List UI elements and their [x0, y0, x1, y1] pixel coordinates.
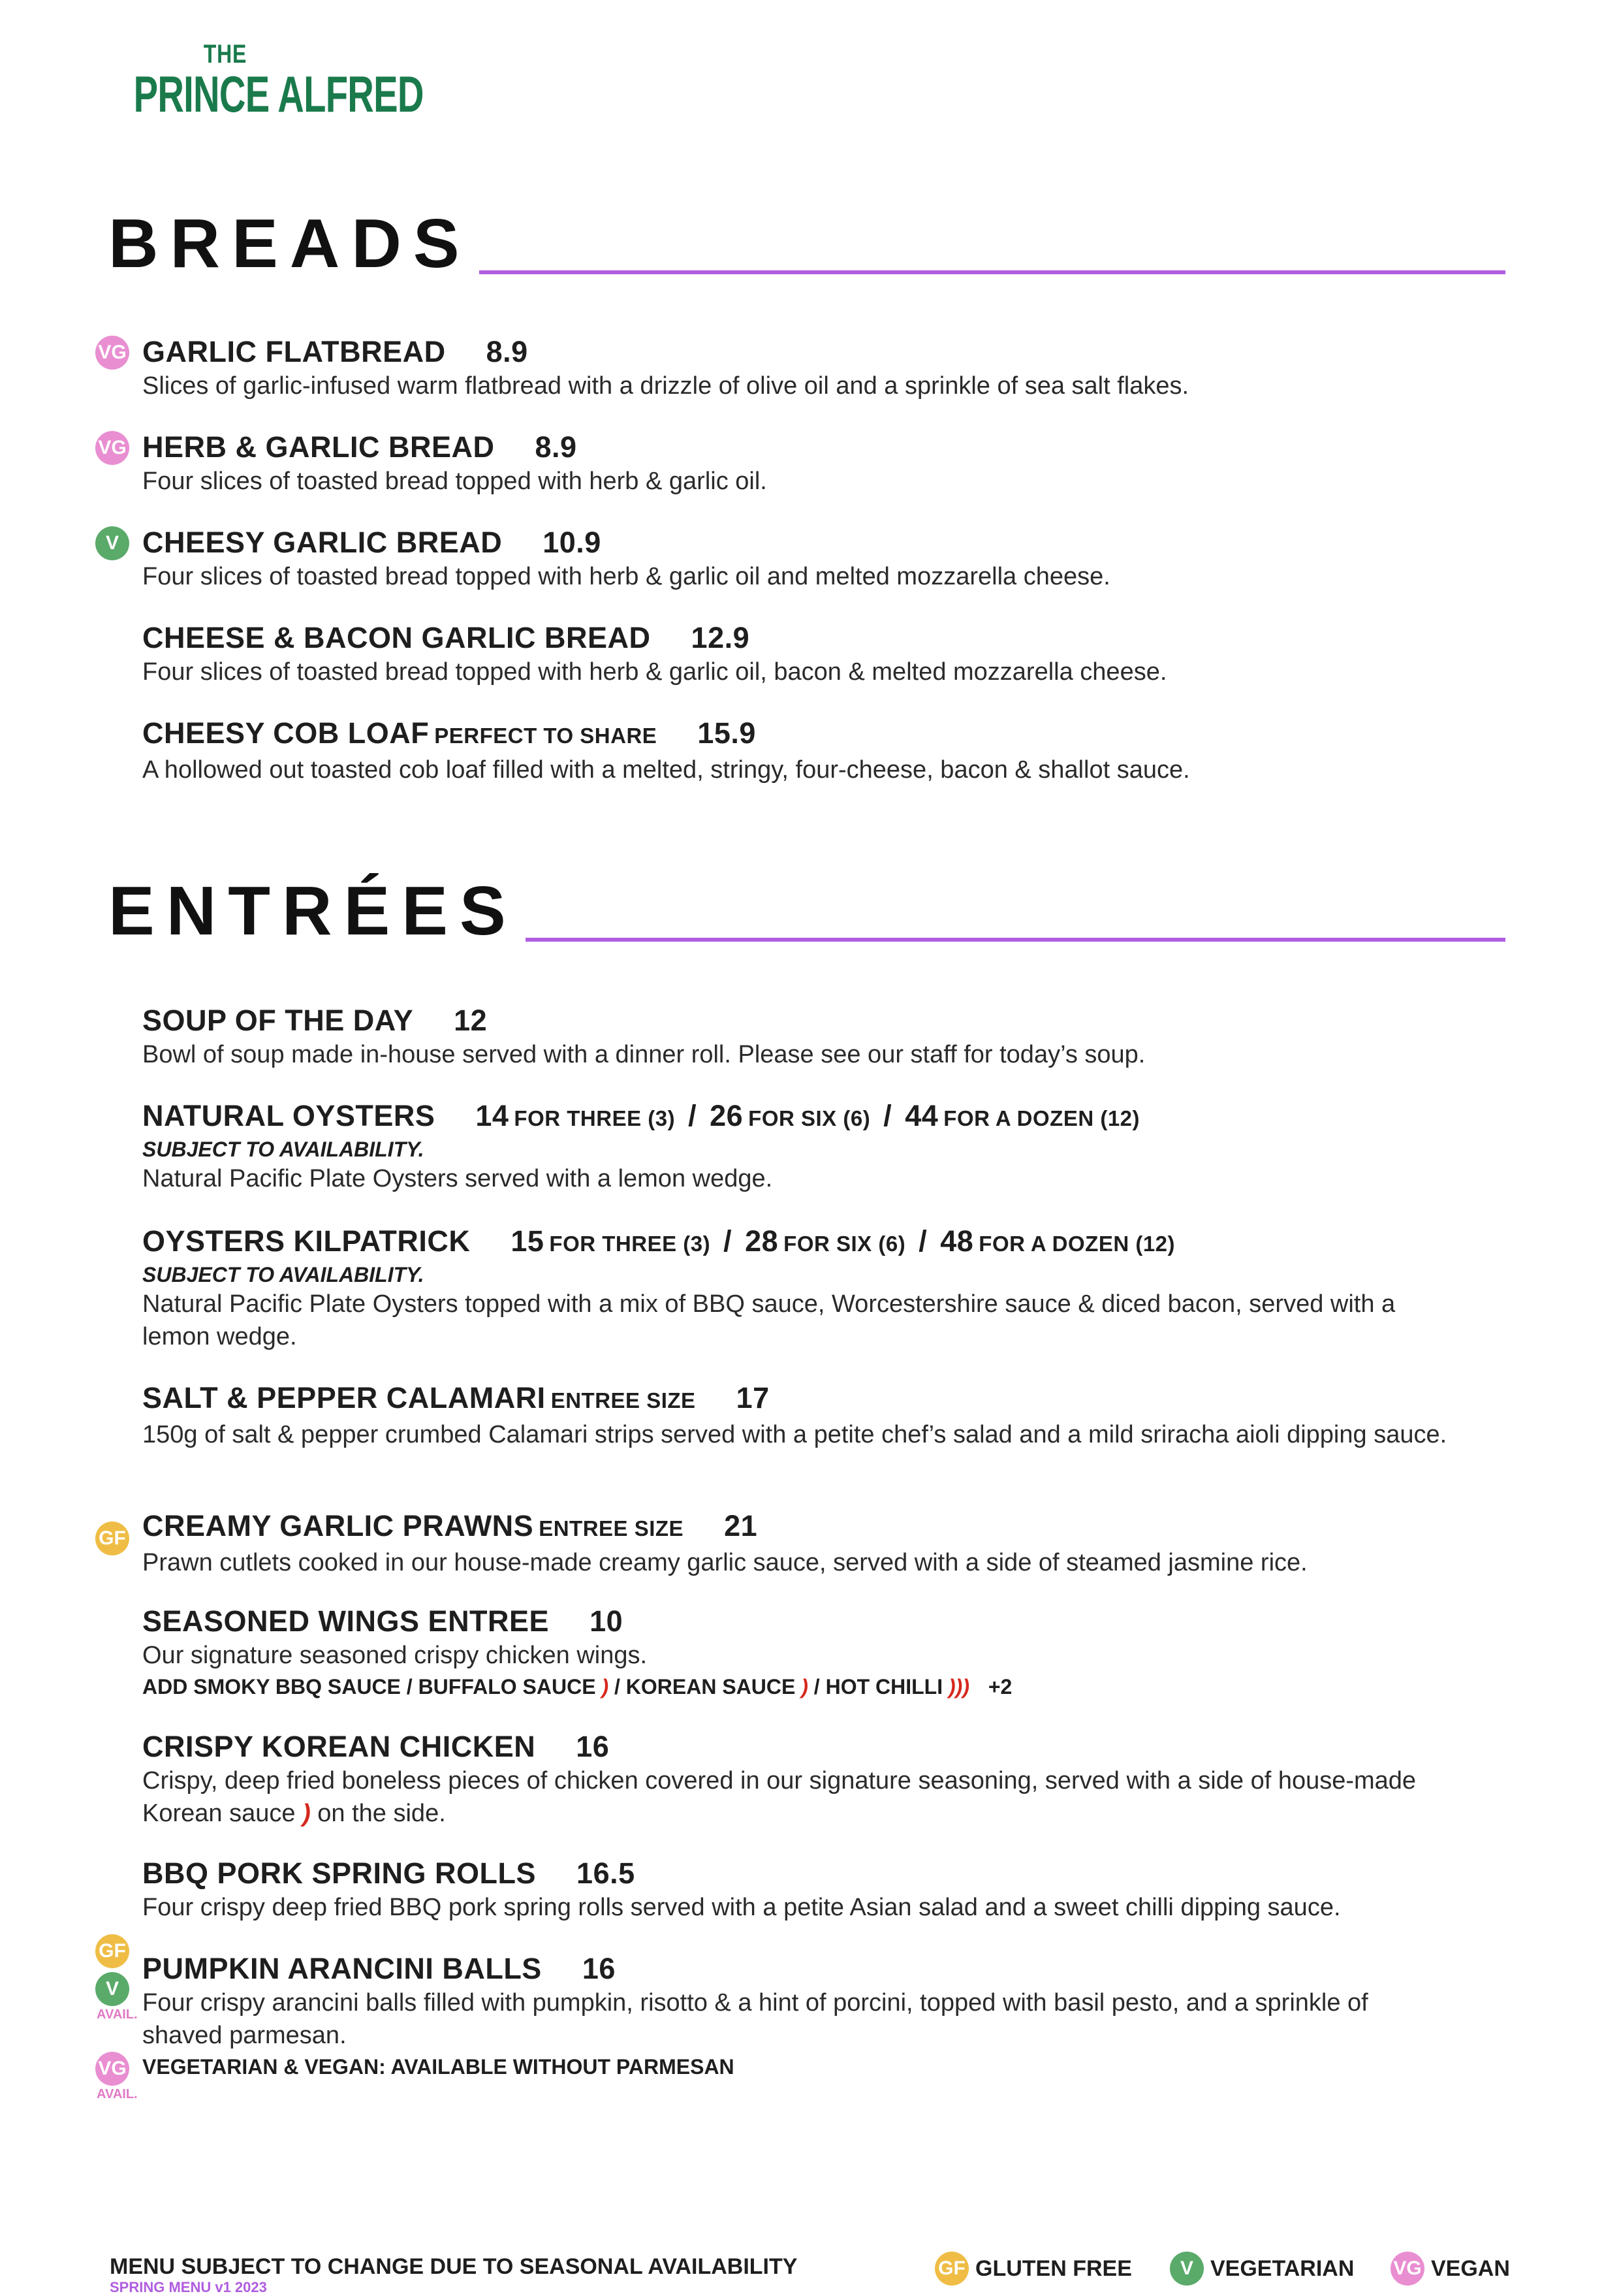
item-price-option: FOR A DOZEN (12) [979, 1232, 1176, 1256]
item-price-option: FOR THREE (3) [514, 1106, 676, 1130]
section-divider [479, 270, 1505, 274]
section-title-breads: BREADS [108, 205, 471, 282]
item-description: Bowl of soup made in-house served with a dinner roll. Please see our staff for today’s soup. [142, 1041, 1146, 1068]
item-price: 44 [905, 1099, 939, 1132]
price-separator: / [688, 1099, 697, 1132]
vegan-icon: VG [1391, 2252, 1424, 2286]
item-description: Four slices of toasted bread topped with herb & garlic oil, bacon & melted mozzarella cheese. [142, 658, 1167, 686]
availability-note: SUBJECT TO AVAILABILITY. [142, 1138, 424, 1161]
item-description: Four slices of toasted bread topped with herb & garlic oil and melted mozzarella cheese. [142, 563, 1110, 590]
item-tag: PERFECT TO SHARE [434, 724, 657, 748]
item-price: 16 [576, 1730, 610, 1763]
addon-price: +2 [988, 1675, 1013, 1698]
item-name: CREAMY GARLIC PRAWNS [142, 1509, 534, 1542]
menu-item [142, 1856, 1513, 1924]
item-price: 12 [454, 1004, 488, 1037]
item-price: 16.5 [576, 1857, 635, 1890]
item-name: SOUP OF THE DAY [142, 1004, 414, 1037]
item-price-option: FOR SIX (6) [748, 1106, 871, 1130]
legend-label: VEGAN [1431, 2256, 1510, 2281]
addon-text: / HOT CHILLI [813, 1675, 943, 1698]
legend-vegetarian [1170, 2252, 1354, 2286]
item-price: 15.9 [697, 716, 756, 750]
price-separator: / [723, 1224, 732, 1258]
item-tag: ENTREE SIZE [550, 1388, 696, 1412]
brand-logo-name: PRINCE ALFRED [133, 65, 424, 123]
menu-item [142, 1508, 1513, 1579]
availability-note: SUBJECT TO AVAILABILITY. [142, 1263, 424, 1286]
item-price: 16 [582, 1952, 616, 1985]
item-price: 8.9 [486, 335, 528, 368]
legend-vegan [1391, 2252, 1510, 2286]
vegetarian-icon: V [95, 526, 129, 560]
vegan-icon: VG [95, 336, 129, 370]
section-title-entrees: ENTRÉES [108, 872, 518, 949]
menu-item [142, 1729, 1513, 1830]
chili-icon: ))) [949, 1675, 969, 1698]
item-tag: ENTREE SIZE [539, 1516, 684, 1540]
item-addon [142, 1672, 1513, 1702]
menu-item [142, 620, 1513, 688]
vegan-icon: VG [95, 2052, 129, 2086]
menu-item [142, 716, 1513, 786]
item-description-text: on the side. [317, 1800, 446, 1827]
item-price-option: FOR THREE (3) [549, 1232, 711, 1256]
item-price: 10.9 [542, 526, 601, 559]
menu-item [142, 334, 1513, 402]
item-price-option: FOR SIX (6) [783, 1232, 906, 1256]
menu-item [142, 1951, 1513, 2082]
vegetarian-icon: V [1170, 2252, 1204, 2286]
item-description: Four crispy arancini balls filled with pumpkin, risotto & a hint of porcini, topped with basil pesto, and a sprinkle of shaved parmesan. [142, 1989, 1368, 2049]
item-price: 8.9 [535, 430, 577, 464]
item-description: Prawn cutlets cooked in our house-made creamy garlic sauce, served with a side of steamed jasmine rice. [142, 1549, 1308, 1576]
legend-label: VEGETARIAN [1210, 2256, 1355, 2281]
available-label: AVAIL. [97, 2007, 138, 2022]
menu-item [142, 430, 1513, 498]
gluten-free-icon: GF [95, 1934, 129, 1968]
item-price: 12.9 [691, 621, 750, 654]
footer-note: MENU SUBJECT TO CHANGE DUE TO SEASONAL AVAILABILITY [110, 2254, 798, 2279]
brand-logo [98, 40, 424, 123]
item-name: OYSTERS KILPATRICK [142, 1224, 471, 1258]
item-name: CHEESY GARLIC BREAD [142, 526, 503, 559]
item-description: Four crispy deep fried BBQ pork spring rolls served with a petite Asian salad and a sweet chilli dipping sauce. [142, 1894, 1341, 1921]
item-price: 28 [745, 1224, 779, 1258]
item-price: 48 [940, 1224, 974, 1258]
item-name: CHEESY COB LOAF [142, 716, 430, 750]
chili-icon: ) [601, 1675, 609, 1698]
item-price: 15 [511, 1224, 544, 1258]
item-description: Natural Pacific Plate Oysters topped with a mix of BBQ sauce, Worcestershire sauce & diced bacon, served with a lemon wedge. [142, 1290, 1396, 1350]
menu-item [142, 525, 1513, 593]
item-name: SEASONED WINGS ENTREE [142, 1604, 550, 1638]
chili-icon: ) [801, 1675, 808, 1698]
item-name: GARLIC FLATBREAD [142, 335, 446, 368]
gluten-free-icon: GF [95, 1522, 129, 1555]
item-description: Natural Pacific Plate Oysters served with a lemon wedge. [142, 1165, 773, 1192]
addon-text: ADD SMOKY BBQ SAUCE / BUFFALO SAUCE [142, 1675, 596, 1698]
item-description [142, 1764, 1448, 1830]
item-addon: VEGETARIAN & VEGAN: AVAILABLE WITHOUT PARMESAN [142, 2055, 734, 2079]
item-description-text: Crispy, deep fried boneless pieces of chicken covered in our signature seasoning, served with a side of house-made Korean sauce [142, 1767, 1417, 1827]
item-description: Our signature seasoned crispy chicken wings. [142, 1642, 648, 1669]
item-description: 150g of salt & pepper crumbed Calamari strips served with a petite chef’s salad and a mild sriracha aioli dipping sauce. [142, 1421, 1447, 1448]
item-name: CRISPY KOREAN CHICKEN [142, 1730, 536, 1763]
legend-label: GLUTEN FREE [975, 2256, 1132, 2281]
item-price: 17 [736, 1381, 770, 1414]
item-name: PUMPKIN ARANCINI BALLS [142, 1952, 542, 1985]
price-separator: / [919, 1224, 928, 1258]
menu-item [142, 1604, 1513, 1702]
section-header-breads [108, 205, 1505, 282]
available-label: AVAIL. [97, 2087, 138, 2101]
item-price-option: FOR A DOZEN (12) [943, 1106, 1140, 1130]
addon-text: / KOREAN SAUCE [614, 1675, 796, 1698]
item-name: BBQ PORK SPRING ROLLS [142, 1857, 537, 1890]
brand-logo-the: THE [203, 40, 247, 69]
footer [110, 2254, 797, 2296]
chili-icon: ) [302, 1800, 311, 1827]
item-name: HERB & GARLIC BREAD [142, 430, 495, 464]
gluten-free-icon: GF [935, 2252, 969, 2286]
item-name: NATURAL OYSTERS [142, 1099, 435, 1132]
item-price: 26 [710, 1099, 744, 1132]
menu-item [142, 1003, 1513, 1071]
menu-version: SPRING MENU v1 2023 [110, 2279, 267, 2295]
legend-gluten-free [935, 2252, 1132, 2286]
item-name: SALT & PEPPER CALAMARI [142, 1381, 546, 1414]
section-header-entrees [108, 872, 1505, 949]
section-divider [526, 938, 1505, 942]
item-name: CHEESE & BACON GARLIC BREAD [142, 621, 651, 654]
menu-item [142, 1380, 1513, 1451]
price-separator: / [883, 1099, 892, 1132]
item-description: Slices of garlic-infused warm flatbread with a drizzle of olive oil and a sprinkle of sea salt flakes. [142, 372, 1189, 400]
menu-item [142, 1098, 1513, 1195]
item-description: A hollowed out toasted cob loaf filled with a melted, stringy, four-cheese, bacon & shallot sauce. [142, 756, 1190, 784]
vegan-icon: VG [95, 431, 129, 465]
item-price: 21 [724, 1509, 758, 1542]
item-price: 10 [589, 1604, 623, 1638]
item-price: 14 [475, 1099, 509, 1132]
menu-item [142, 1224, 1513, 1353]
vegetarian-icon: V [95, 1972, 129, 2006]
item-description: Four slices of toasted bread topped with herb & garlic oil. [142, 468, 767, 495]
